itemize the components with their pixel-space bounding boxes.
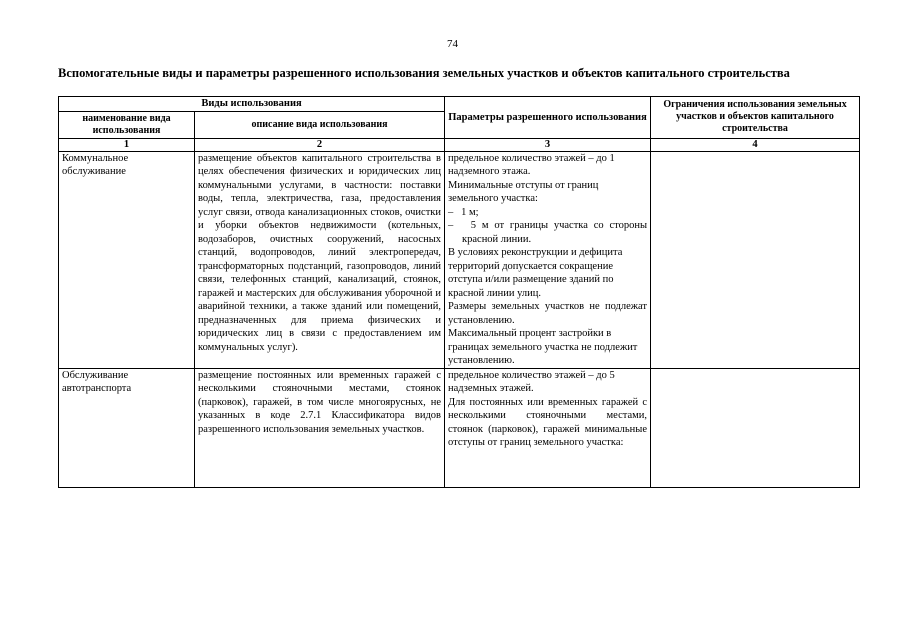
use-limits-cell xyxy=(651,368,860,487)
use-name-cell: Коммунальное обслуживание xyxy=(59,151,195,368)
use-limits-cell xyxy=(651,151,860,368)
use-description-cell: размещение объектов капитального строительства в целях обеспечения физических и юридических лиц коммунальными услугами, в частности: поставки воды, тепла, электричества, газа, предоставления услуг связи, отвода канализационных стоков, очистки и уборки объектов недвижимости (котельных, водозаборов, очистных сооружений, насосных станций, водопроводов, линий электропередач, трансформаторных подстанций, газопроводов, линий связи, телефонных станций, канализаций, стоянок, гаражей и мастерских для обслуживания уборочной и аварийной техники, а также зданий или помещений, предназначенных для приема физических и юридических лиц в связи с предоставлением им коммунальных услуг). xyxy=(195,151,445,368)
land-use-table xyxy=(58,96,860,488)
param-setback-item: – 1 м; xyxy=(448,206,479,218)
document-title: Вспомогательные виды и параметры разрешенного использования земельных участков и объектов капитального строительства xyxy=(58,66,790,80)
param-floors: предельное количество этажей – до 1 надземного этажа. xyxy=(448,152,615,177)
header-use-name: наименование вида использования xyxy=(59,111,195,138)
param-floors: предельное количество этажей – до 5 надземных этажей. xyxy=(448,369,615,394)
param-reconstruction: В условиях реконструкции и дефицита территорий допускается сокращение отступа и/или размещение зданий по красной линии улиц. xyxy=(448,247,623,299)
use-params-cell xyxy=(445,151,651,368)
header-uses-group: Виды использования xyxy=(59,97,445,112)
use-params-cell xyxy=(445,368,651,487)
table-row xyxy=(59,151,860,368)
use-name-cell: Обслуживание автотранспорта xyxy=(59,368,195,487)
use-description-cell: размещение постоянных или временных гаражей с несколькими стояночными местами, стоянок (парковок), гаражей, в том числе многоярусных, не указанных в коде 2.7.1 Классификатора видов разрешенного использования земельных участков. xyxy=(195,368,445,487)
header-use-description: описание вида использования xyxy=(195,111,445,138)
header-limits: Ограничения использования земельных участков и объектов капитального строительства xyxy=(651,97,860,139)
param-sizes: Размеры земельных участков не подлежат установлению. xyxy=(448,301,648,326)
column-number-3: 3 xyxy=(445,138,651,151)
param-setback-item: – 5 м от границы участка со стороны красной линии. xyxy=(448,220,648,245)
table-row xyxy=(59,368,860,487)
column-number-4: 4 xyxy=(651,138,860,151)
page-number: 74 xyxy=(447,38,458,50)
param-garages: Для постоянных или временных гаражей с несколькими стояночными местами, стоянок (парковок), гаражей минимальные отступы от границ земельного участка: xyxy=(448,396,648,448)
param-max-percent: Максимальный процент застройки в границах земельного участка не подлежит установлению. xyxy=(448,328,638,366)
column-number-1: 1 xyxy=(59,138,195,151)
column-number-2: 2 xyxy=(195,138,445,151)
header-params: Параметры разрешенного использования xyxy=(445,97,651,139)
param-setbacks-title: Минимальные отступы от границ земельного участка: xyxy=(448,179,599,204)
